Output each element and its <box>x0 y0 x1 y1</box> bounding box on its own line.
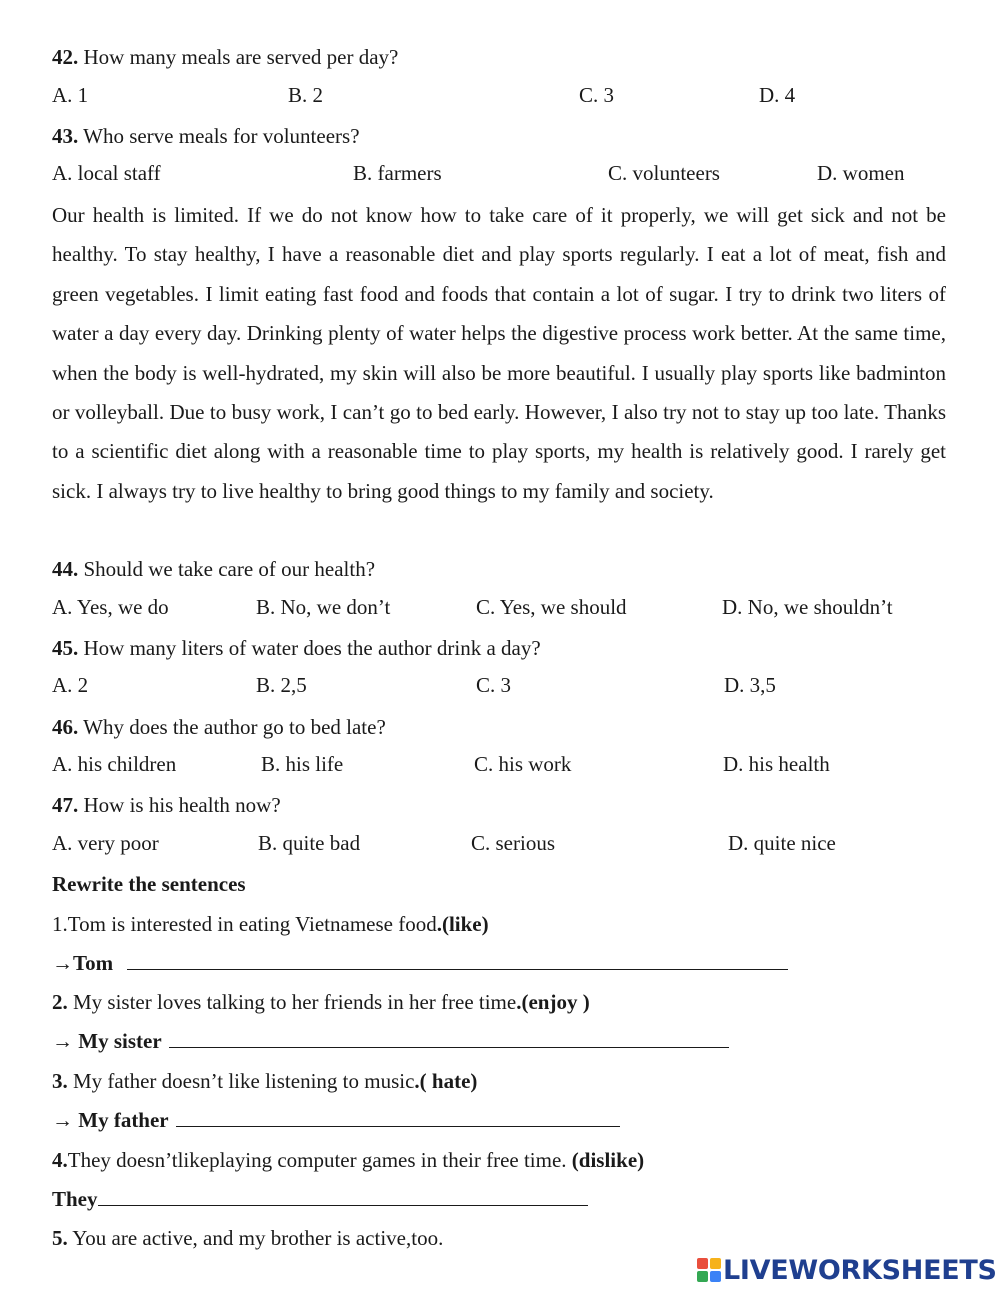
question-47 <box>52 791 281 819</box>
sentence-text: 1.Tom is interested in eating Vietnamese food <box>52 912 437 936</box>
q47-option-d[interactable]: D. quite nice <box>728 831 836 855</box>
question-number: 46. <box>52 715 79 739</box>
rewrite-sentence-3 <box>52 1067 477 1095</box>
sentence-hint: .( hate) <box>414 1069 478 1093</box>
q45-option-a[interactable]: A. 2 <box>52 673 89 697</box>
question-44 <box>52 555 375 583</box>
question-text: Should we take care of our health? <box>78 557 376 581</box>
q44-option-d[interactable]: D. No, we shouldn’t <box>722 595 893 619</box>
question-number: 43. <box>52 124 79 148</box>
rewrite-answer-2 <box>52 1027 729 1055</box>
answer-blank-4[interactable] <box>98 1185 588 1206</box>
q44-option-a[interactable]: A. Yes, we do <box>52 595 169 619</box>
liveworksheets-logo <box>697 1252 997 1288</box>
q45-option-c[interactable]: C. 3 <box>476 673 512 697</box>
question-number: 47. <box>52 793 79 817</box>
question-text: Why does the author go to bed late? <box>78 715 386 739</box>
question-42 <box>52 43 398 71</box>
rewrite-sentence-4 <box>52 1146 644 1174</box>
q43-option-a[interactable]: A. local staff <box>52 161 161 185</box>
answer-prefix: →Tom <box>52 951 114 975</box>
answer-blank-2[interactable] <box>169 1027 729 1048</box>
sentence-text: My father doesn’t like listening to music <box>67 1069 415 1093</box>
q42-option-a[interactable]: A. 1 <box>52 83 89 107</box>
q46-option-a[interactable]: A. his children <box>52 752 177 776</box>
section-heading-rewrite: Rewrite the sentences <box>52 872 246 896</box>
question-43 <box>52 122 360 150</box>
answer-prefix: They <box>52 1187 98 1211</box>
rewrite-answer-1 <box>52 949 788 977</box>
q44-option-c[interactable]: C. Yes, we should <box>476 595 627 619</box>
sentence-text: They doesn’tlikeplaying computer games in their free time. <box>67 1148 572 1172</box>
rewrite-sentence-1 <box>52 910 489 938</box>
question-number: 45. <box>52 636 79 660</box>
rewrite-sentence-2 <box>52 988 590 1016</box>
q42-option-d[interactable]: D. 4 <box>759 83 796 107</box>
q42-option-b[interactable]: B. 2 <box>288 83 324 107</box>
question-text: How many liters of water does the author drink a day? <box>78 636 541 660</box>
q46-option-c[interactable]: C. his work <box>474 752 572 776</box>
q47-option-a[interactable]: A. very poor <box>52 831 159 855</box>
answer-prefix: → My father <box>52 1108 169 1132</box>
question-text: How is his health now? <box>78 793 281 817</box>
rewrite-answer-4 <box>52 1185 588 1213</box>
answer-blank-1[interactable] <box>127 949 788 970</box>
question-number: 42. <box>52 45 79 69</box>
question-text: How many meals are served per day? <box>78 45 399 69</box>
answer-blank-3[interactable] <box>176 1106 620 1127</box>
question-text: Who serve meals for volunteers? <box>78 124 360 148</box>
reading-passage: Our health is limited. If we do not know how to take care of it properly, we will get sick and not be healthy. To stay healthy, I have a reasonable diet and play sports regularly. I eat a lot of meat, fish and green vegetables. I limit eating fast food and foods that contain a lot of sugar. I try to drink two liters of water a day every day. Drinking plenty of water helps the digestive process work better. At the same time, when the body is well-hydrated, my skin will also be more beautiful. I usually play sports like badminton or volleyball. Due to busy work, I can’t go to bed early. However, I also try not to stay up too late. Thanks to a scientific diet along with a reasonable time to play sports, my health is relatively good. I rarely get sick. I always try to live healthy to bring good things to my family and society. <box>52 203 946 503</box>
sentence-number: 5. <box>52 1226 68 1250</box>
q44-option-b[interactable]: B. No, we don’t <box>256 595 391 619</box>
question-46 <box>52 713 386 741</box>
q43-option-d[interactable]: D. women <box>817 161 905 185</box>
q47-option-c[interactable]: C. serious <box>471 831 555 855</box>
q43-option-b[interactable]: B. farmers <box>353 161 442 185</box>
sentence-hint: (dislike) <box>571 1148 645 1172</box>
sentence-text: You are active, and my brother is active,too. <box>67 1226 444 1250</box>
q42-option-c[interactable]: C. 3 <box>579 83 615 107</box>
rewrite-answer-3 <box>52 1106 620 1134</box>
q45-option-d[interactable]: D. 3,5 <box>724 673 776 697</box>
q43-option-c[interactable]: C. volunteers <box>608 161 720 185</box>
sentence-number: 3. <box>52 1069 68 1093</box>
sentence-hint: .(enjoy ) <box>516 990 590 1014</box>
sentence-number: 4. <box>52 1148 68 1172</box>
rewrite-sentence-5 <box>52 1224 443 1252</box>
question-45 <box>52 634 541 662</box>
logo-text: LIVEWORKSHEETS <box>723 1254 997 1286</box>
answer-prefix: → My sister <box>52 1029 162 1053</box>
question-number: 44. <box>52 557 79 581</box>
sentence-text: My sister loves talking to her friends in her free time <box>67 990 517 1014</box>
q46-option-d[interactable]: D. his health <box>723 752 830 776</box>
sentence-hint: .(like) <box>436 912 489 936</box>
q46-option-b[interactable]: B. his life <box>261 752 344 776</box>
sentence-number: 2. <box>52 990 68 1014</box>
q47-option-b[interactable]: B. quite bad <box>258 831 361 855</box>
logo-blocks-icon <box>697 1258 721 1282</box>
q45-option-b[interactable]: B. 2,5 <box>256 673 307 697</box>
